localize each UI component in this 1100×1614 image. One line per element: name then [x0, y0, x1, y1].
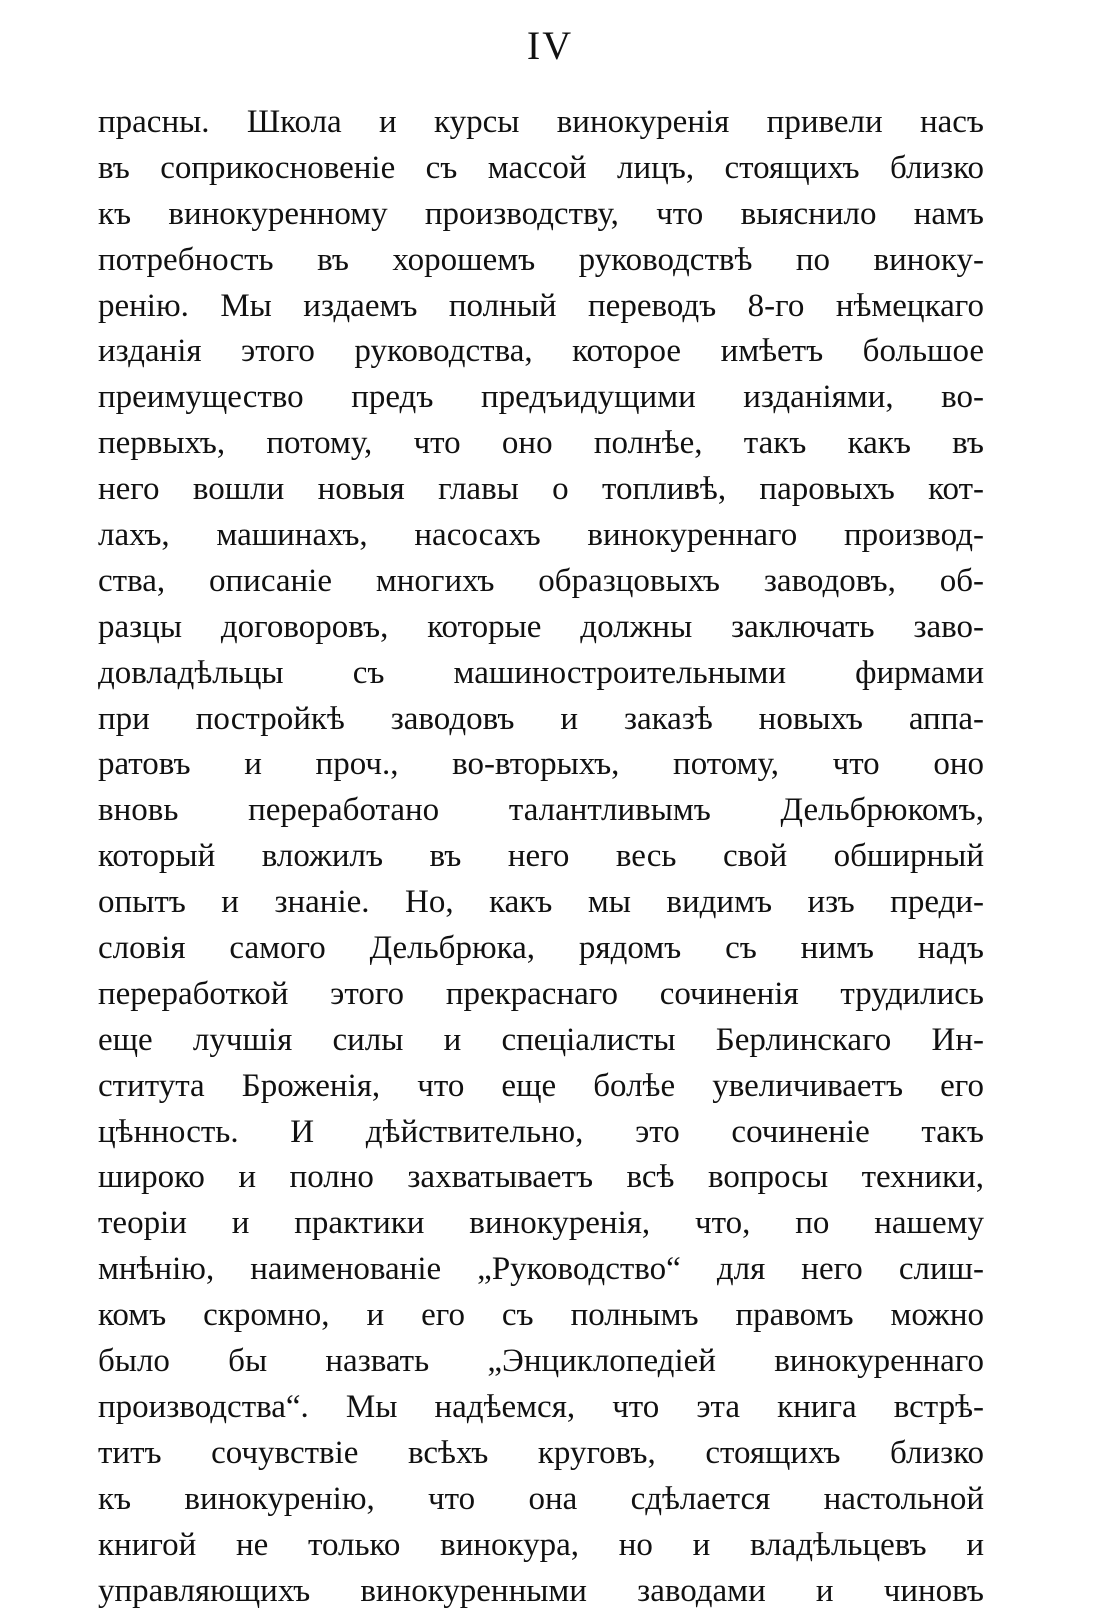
- text-line: который вложилъ въ него весь свой обширный: [98, 834, 984, 880]
- text-line: ренію. Мы издаемъ полный переводъ 8-го нѣмецкаго: [98, 284, 984, 330]
- text-line: къ винокуренію, что она сдѣлается настольной: [98, 1477, 984, 1523]
- text-line: прасны. Школа и курсы винокуренія привели насъ: [98, 100, 984, 146]
- text-line: ститута Броженія, что еще болѣе увеличиваетъ его: [98, 1064, 984, 1110]
- text-line: управляющихъ винокуренными заводами и чиновъ: [98, 1569, 984, 1614]
- text-line: вновь переработано талантливымъ Дельбрюкомъ,: [98, 788, 984, 834]
- text-line: первыхъ, потому, что оно полнѣе, такъ какъ въ: [98, 421, 984, 467]
- text-line: ратовъ и проч., во-вторыхъ, потому, что оно: [98, 742, 984, 788]
- text-line: потребность въ хорошемъ руководствѣ по виноку-: [98, 238, 984, 284]
- text-line: въ соприкосновеніе съ массой лицъ, стоящихъ близко: [98, 146, 984, 192]
- text-line: опытъ и знаніе. Но, какъ мы видимъ изъ преди-: [98, 880, 984, 926]
- text-line: широко и полно захватываетъ всѣ вопросы техники,: [98, 1155, 984, 1201]
- text-line: переработкой этого прекраснаго сочиненія трудились: [98, 972, 984, 1018]
- text-line: еще лучшія силы и спеціалисты Берлинскаго Ин-: [98, 1018, 984, 1064]
- text-line: изданія этого руководства, которое имѣетъ большое: [98, 329, 984, 375]
- body-text: [98, 100, 984, 1614]
- text-line: словія самого Дельбрюка, рядомъ съ нимъ надъ: [98, 926, 984, 972]
- text-line: титъ сочувствіе всѣхъ круговъ, стоящихъ близко: [98, 1431, 984, 1477]
- text-line: при постройкѣ заводовъ и заказѣ новыхъ аппа-: [98, 697, 984, 743]
- text-line: преимущество предъ предъидущими изданіями, во-: [98, 375, 984, 421]
- page-number: IV: [0, 22, 1100, 70]
- text-line: цѣнность. И дѣйствительно, это сочиненіе такъ: [98, 1110, 984, 1156]
- text-line: комъ скромно, и его съ полнымъ правомъ можно: [98, 1293, 984, 1339]
- text-line: него вошли новыя главы о топливѣ, паровыхъ кот-: [98, 467, 984, 513]
- text-line: книгой не только винокура, но и владѣльцевъ и: [98, 1523, 984, 1569]
- text-line: ства, описаніе многихъ образцовыхъ заводовъ, об-: [98, 559, 984, 605]
- text-line: довладѣльцы съ машиностроительными фирмами: [98, 651, 984, 697]
- text-line: къ винокуренному производству, что выяснило намъ: [98, 192, 984, 238]
- text-line: теоріи и практики винокуренія, что, по нашему: [98, 1201, 984, 1247]
- text-line: лахъ, машинахъ, насосахъ винокуреннаго производ-: [98, 513, 984, 559]
- text-line: мнѣнію, наименованіе „Руководство“ для него слиш-: [98, 1247, 984, 1293]
- text-line: разцы договоровъ, которые должны заключать заво-: [98, 605, 984, 651]
- text-line: производства“. Мы надѣемся, что эта книга встрѣ-: [98, 1385, 984, 1431]
- text-line: было бы назвать „Энциклопедіей винокуреннаго: [98, 1339, 984, 1385]
